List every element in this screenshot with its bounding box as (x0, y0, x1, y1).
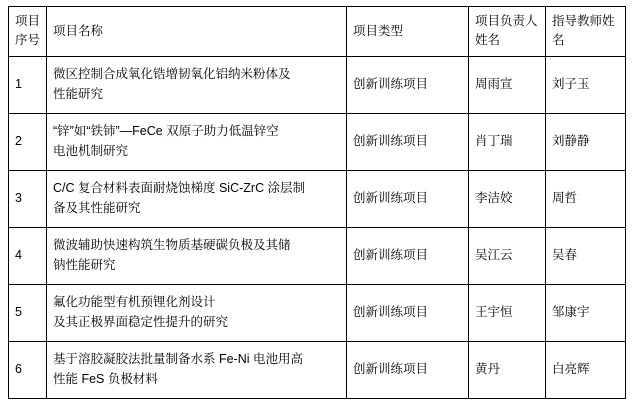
cell-index: 2 (9, 113, 47, 170)
table-row (9, 227, 626, 284)
table-row (9, 284, 626, 341)
project-name-line-1: 微波辅助快速构筑生物质基硬碳负极及其储 (53, 238, 291, 253)
table-row (9, 113, 626, 170)
project-name-line-2: 性能研究 (53, 86, 104, 101)
cell-leader: 周雨宣 (469, 56, 546, 113)
cell-leader: 王宇恒 (469, 284, 546, 341)
column-header-name: 项目名称 (47, 7, 347, 57)
cell-teacher: 白亮辉 (546, 341, 626, 398)
cell-project-type: 创新训练项目 (347, 56, 469, 113)
cell-project-name (47, 170, 347, 227)
project-name-line-2: 及其正极界面稳定性提升的研究 (53, 314, 229, 329)
cell-project-name (47, 113, 347, 170)
cell-leader: 肖丁瑞 (469, 113, 546, 170)
cell-project-name (47, 227, 347, 284)
project-name-line-1: C/C 复合材料表面耐烧蚀梯度 SiC-ZrC 涂层制 (53, 181, 306, 196)
column-header-leader: 项目负责人姓名 (469, 7, 546, 57)
project-table (8, 6, 626, 399)
cell-teacher: 邹康宇 (546, 284, 626, 341)
cell-teacher: 刘子玉 (546, 56, 626, 113)
column-header-index: 项目序号 (9, 7, 47, 57)
cell-project-name (47, 284, 347, 341)
cell-teacher: 周哲 (546, 170, 626, 227)
cell-leader: 黄丹 (469, 341, 546, 398)
cell-index: 5 (9, 284, 47, 341)
project-name-line-2: 性能 FeS 负极材料 (53, 371, 158, 386)
cell-teacher: 吴春 (546, 227, 626, 284)
table-header-row (9, 7, 626, 57)
table-row (9, 56, 626, 113)
column-header-teacher: 指导教师姓名 (546, 7, 626, 57)
cell-index: 3 (9, 170, 47, 227)
cell-teacher: 刘静静 (546, 113, 626, 170)
project-name-line-1: “锌”如“铁铈”—FeCe 双原子助力低温锌空 (53, 124, 279, 139)
cell-project-type: 创新训练项目 (347, 341, 469, 398)
cell-project-type: 创新训练项目 (347, 227, 469, 284)
cell-index: 4 (9, 227, 47, 284)
cell-project-name (47, 341, 347, 398)
cell-project-type: 创新训练项目 (347, 170, 469, 227)
table-header (9, 7, 626, 57)
table-row (9, 170, 626, 227)
table-row (9, 341, 626, 398)
project-name-line-1: 基于溶胶凝胶法批量制备水系 Fe-Ni 电池用高 (53, 352, 304, 367)
project-name-line-2: 电池机制研究 (53, 143, 129, 158)
cell-project-type: 创新训练项目 (347, 113, 469, 170)
project-name-line-2: 钠性能研究 (53, 257, 116, 272)
cell-leader: 李洁姣 (469, 170, 546, 227)
column-header-type: 项目类型 (347, 7, 469, 57)
project-name-line-2: 备及其性能研究 (53, 200, 141, 215)
project-name-line-1: 微区控制合成氧化锆增韧氧化铝纳米粉体及 (53, 67, 291, 82)
project-name-line-1: 氟化功能型有机预锂化剂设计 (53, 295, 216, 310)
cell-leader: 吴江云 (469, 227, 546, 284)
cell-project-type: 创新训练项目 (347, 284, 469, 341)
cell-index: 6 (9, 341, 47, 398)
cell-project-name (47, 56, 347, 113)
cell-index: 1 (9, 56, 47, 113)
table-body (9, 56, 626, 398)
